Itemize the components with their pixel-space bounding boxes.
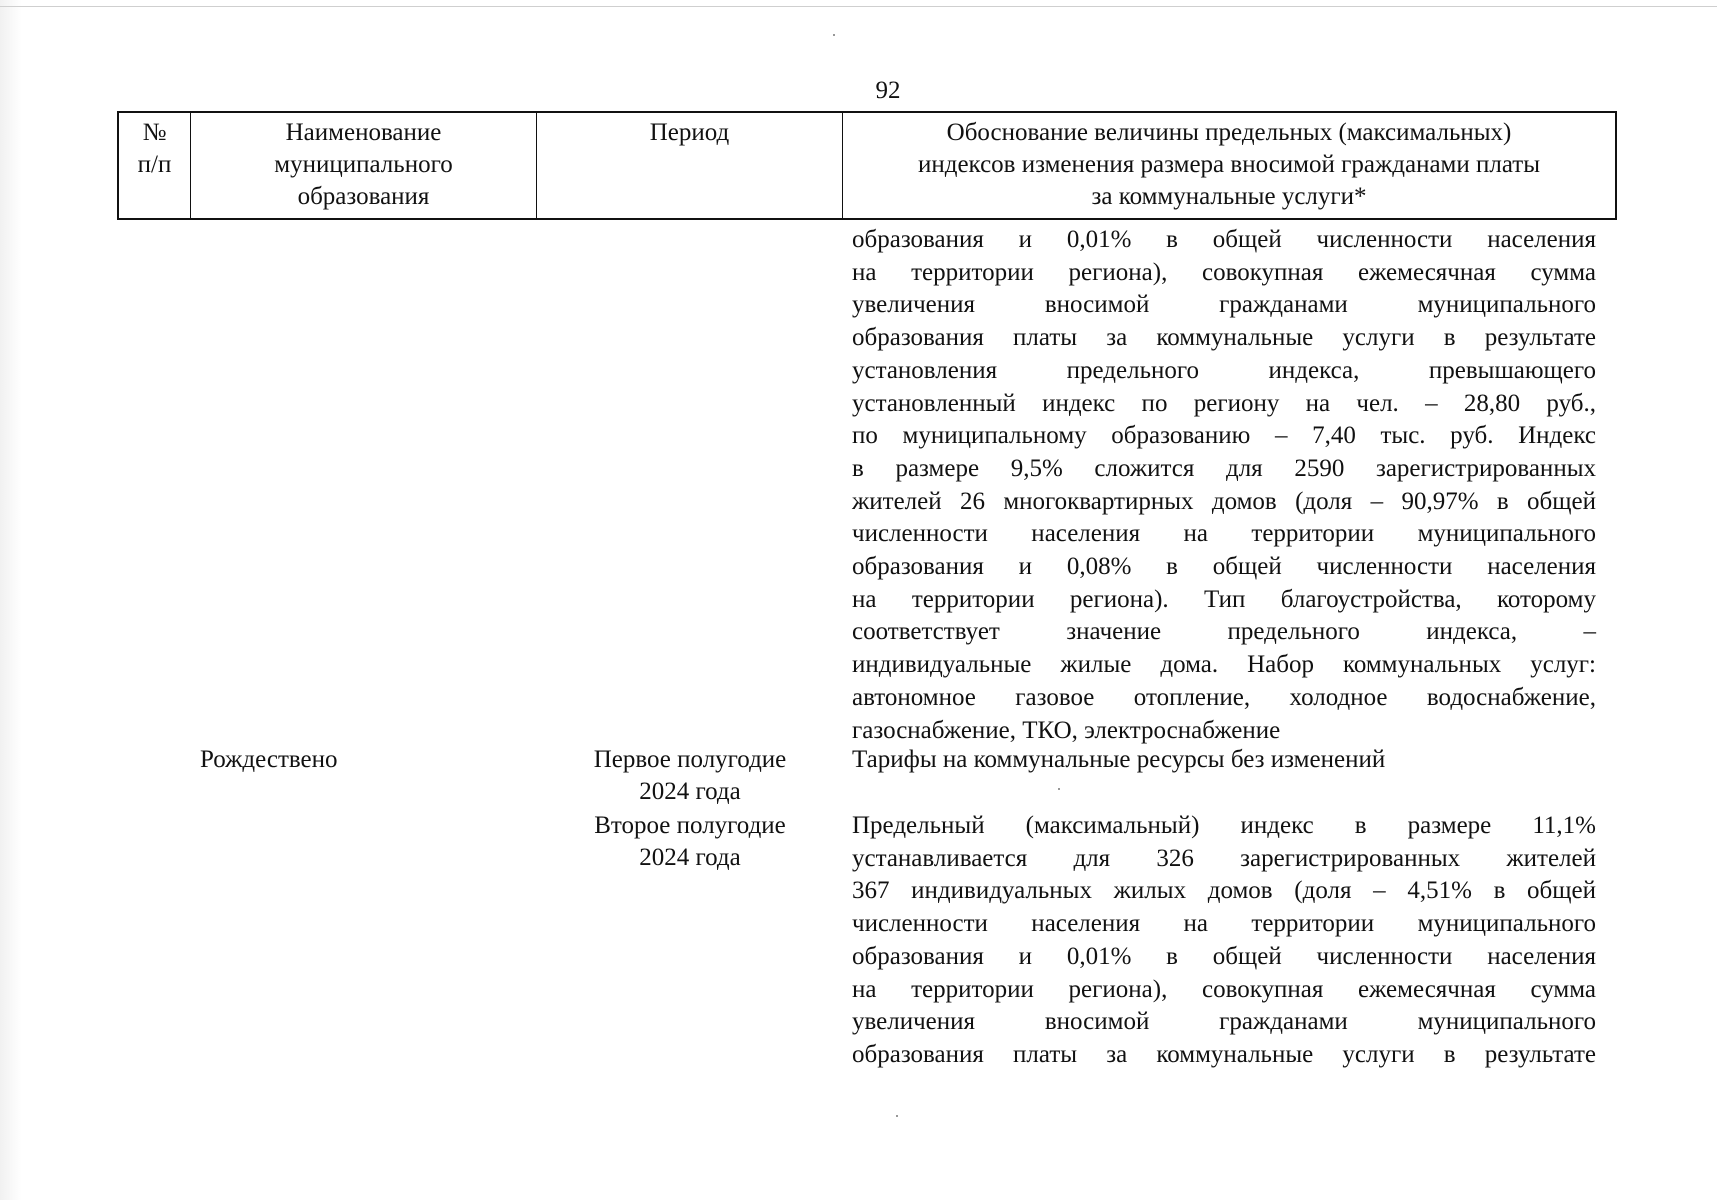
second-half-text-line: образования платы за коммунальные услуги в результате: [852, 1040, 1596, 1068]
continued-text-line: увеличения вносимой гражданами муниципального: [852, 291, 1596, 319]
header-line: муниципального: [274, 151, 453, 178]
second-half-text-line: увеличения вносимой гражданами муниципального: [852, 1008, 1596, 1036]
header-line: п/п: [137, 151, 172, 178]
continued-text-line: соответствует значение предельного индекса, –: [852, 618, 1596, 646]
second-half-text-line: образования и 0,01% в общей численности населения: [852, 942, 1596, 970]
second-half-text-line: Предельный (максимальный) индекс в размере 11,1%: [852, 812, 1596, 839]
continued-text-line: автономное газовое отопление, холодное водоснабжение,: [852, 683, 1596, 711]
table-header: [117, 111, 1617, 220]
municipality-name: Рождествено: [200, 746, 338, 773]
continued-text-line: образования и 0,08% в общей численности населения: [852, 553, 1596, 581]
tariff-unchanged-text: Тарифы на коммунальные ресурсы без изменений: [852, 746, 1386, 773]
scan-speck: [896, 1115, 898, 1117]
continued-text-line: жителей 26 многоквартирных домов (доля – 90,97% в общей: [852, 487, 1596, 515]
period-first-half: [537, 744, 843, 808]
header-line: Наименование: [285, 119, 442, 146]
period-line: 2024 года: [639, 844, 741, 871]
second-half-text-line: на территории региона), совокупная ежемесячная сумма: [852, 975, 1596, 1003]
period-line: Первое полугодие: [593, 746, 787, 773]
header-line: Обоснование величины предельных (максимальных): [946, 119, 1512, 146]
page-number: 92: [875, 77, 901, 104]
continued-text-line: газоснабжение, ТКО, электроснабжение: [852, 716, 1281, 744]
period-second-half: [537, 810, 843, 874]
header-line: индексов изменения размера вносимой гражданами платы: [917, 151, 1541, 178]
continued-text-line: образования платы за коммунальные услуги в результате: [852, 324, 1596, 352]
scan-edge-shadow: [0, 0, 22, 1200]
header-col-period: [537, 113, 843, 218]
scan-speck: [1058, 788, 1060, 790]
header-line: Период: [649, 119, 730, 146]
header-col-justification: [843, 113, 1615, 218]
scan-top-edge: [0, 0, 1717, 7]
header-line: за коммунальные услуги*: [1091, 183, 1367, 210]
continued-text-line: численности населения на территории муниципального: [852, 520, 1596, 548]
continued-text-line: на территории региона), совокупная ежемесячная сумма: [852, 258, 1596, 286]
second-half-text-line: 367 индивидуальных жилых домов (доля – 4,51% в общей: [852, 877, 1596, 905]
continued-text-line: в размере 9,5% сложится для 2590 зарегистрированных: [852, 454, 1596, 482]
header-line: образования: [297, 183, 430, 210]
continued-text-line: установленный индекс по региону на чел. – 28,80 руб.,: [852, 389, 1596, 417]
continued-text-line: на территории региона). Тип благоустройства, которому: [852, 585, 1596, 613]
second-half-text-line: численности населения на территории муниципального: [852, 910, 1596, 938]
header-col-number: [119, 113, 191, 218]
period-line: 2024 года: [639, 778, 741, 805]
second-half-justification-text: [852, 810, 1596, 1072]
second-half-text-line: устанавливается для 326 зарегистрированных жителей: [852, 844, 1596, 872]
header-col-municipality: [191, 113, 537, 218]
continued-text-line: установления предельного индекса, превышающего: [852, 356, 1596, 384]
continued-text-line: индивидуальные жилые дома. Набор коммунальных услуг:: [852, 651, 1596, 679]
continued-text-line: образования и 0,01% в общей численности населения: [852, 226, 1596, 253]
scan-speck: [833, 34, 835, 36]
continued-text-line: по муниципальному образованию – 7,40 тыс. руб. Индекс: [852, 422, 1596, 450]
period-line: Второе полугодие: [594, 812, 786, 839]
continued-justification-text: [852, 224, 1596, 747]
header-line: №: [142, 119, 167, 146]
